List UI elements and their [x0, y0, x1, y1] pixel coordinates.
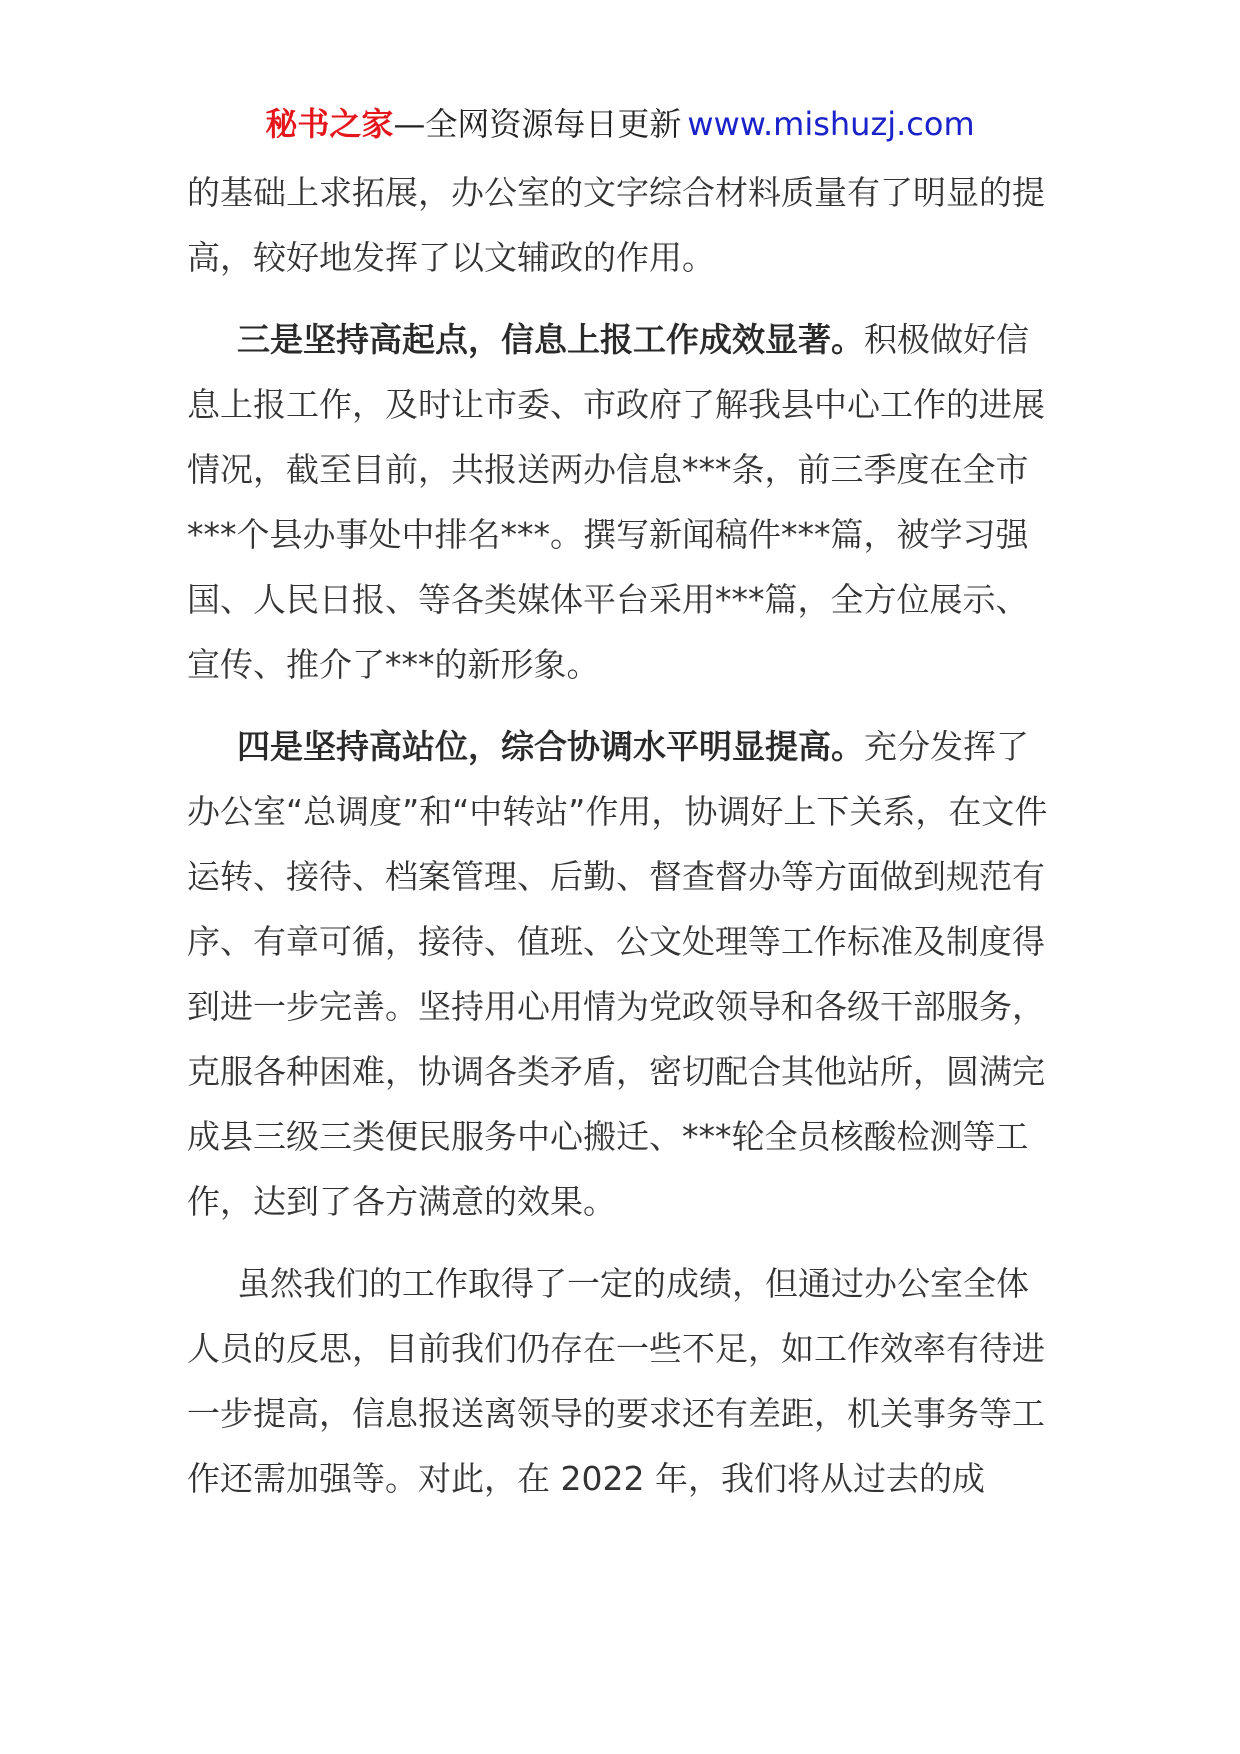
- paragraph-lead: 四是坚持高站位，综合协调水平明显提高。: [237, 727, 864, 766]
- page-header: [0, 100, 1240, 148]
- paragraph-text: 虽然我们的工作取得了一定的成绩，但通过办公室全体人员的反思，目前我们仍存在一些不足，如工作效率有待进一步提高，信息报送离领导的要求还有差距，机关事务等工作还需加强等。对此，在 2022 年，我们将从过去的成: [187, 1264, 1045, 1498]
- paragraph-point-four: [187, 714, 1053, 1234]
- site-url-link[interactable]: www.mishuzj.com: [687, 105, 975, 143]
- site-tagline: —全网资源每日更新: [393, 105, 682, 143]
- paragraph-text: 充分发挥了办公室“总调度”和“中转站”作用，协调好上下关系，在文件运转、接待、档案管理、后勤、督查督办等方面做到规范有序、有章可循，接待、值班、公文处理等工作标准及制度得到进一步完善。坚持用心用情为党政领导和各级干部服务，克服各种困难，协调各类矛盾，密切配合其他站所，圆满完成县三级三类便民服务中心搬迁、***轮全员核酸检测等工作，达到了各方满意的效果。: [187, 727, 1048, 1221]
- paragraph-text: 积极做好信息上报工作，及时让市委、市政府了解我县中心工作的进展情况，截至目前，共报送两办信息***条，前三季度在全市***个县办事处中排名***。撰写新闻稿件***篇，被学习强国、人民日报、等各类媒体平台采用***篇，全方位展示、宣传、推介了***的新形象。: [187, 320, 1045, 684]
- paragraph-shortcomings: [187, 1251, 1053, 1511]
- site-brand: 秘书之家: [265, 105, 394, 143]
- paragraph-continuation: [187, 160, 1053, 290]
- paragraph-point-three: [187, 307, 1053, 697]
- document-body: [187, 160, 1053, 1528]
- paragraph-lead: 三是坚持高起点，信息上报工作成效显著。: [237, 320, 864, 359]
- paragraph-text: 的基础上求拓展，办公室的文字综合材料质量有了明显的提高，较好地发挥了以文辅政的作用。: [187, 173, 1045, 277]
